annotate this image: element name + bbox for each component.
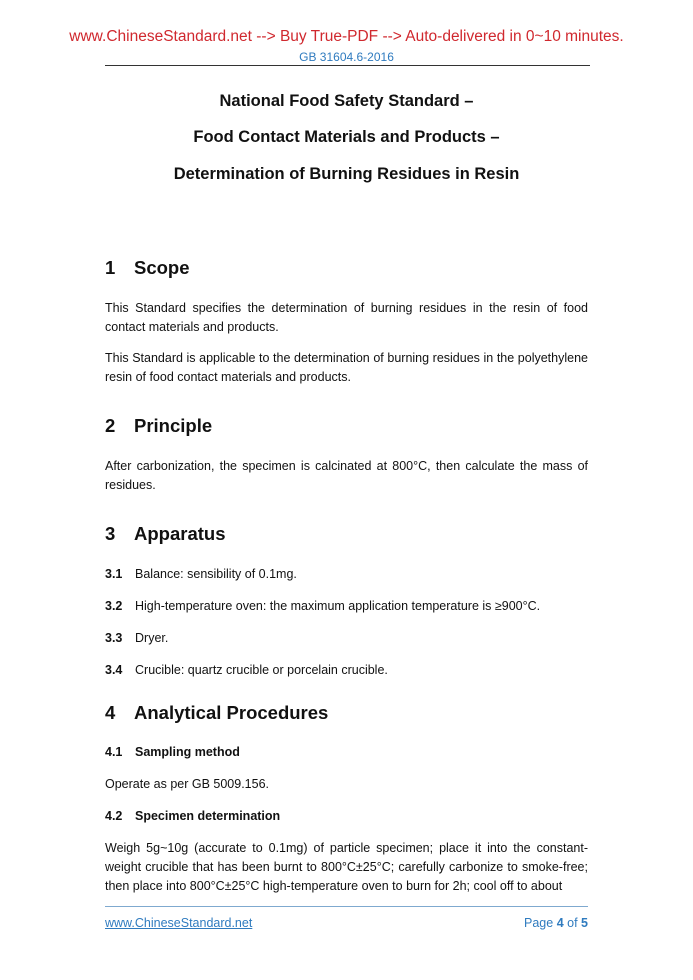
section-number: 3 (105, 523, 116, 544)
subsection-title: Specimen determination (135, 809, 281, 823)
title-line-1: National Food Safety Standard – (219, 92, 474, 110)
item-text: High-temperature oven: the maximum application temperature is ≥900°C. (135, 599, 541, 613)
section-title: Analytical Procedures (134, 702, 329, 723)
item-number: 3.4 (105, 663, 123, 677)
paragraph: Weigh 5g~10g (accurate to 0.1mg) of particle specimen; place it into the constant-weight crucible that has been burnt to 800°C±25°C; carefully carbonize to smoke-free; then place into 800°C±25°C high-temperature oven to burn for 2h; cool off to about (105, 841, 588, 893)
subsection-heading (105, 745, 240, 759)
item-number: 3.3 (105, 631, 123, 645)
subsection-heading (105, 809, 280, 823)
item-text: Crucible: quartz crucible or porcelain crucible. (135, 663, 388, 677)
title-line-3: Determination of Burning Residues in Resin (173, 165, 520, 183)
item-number: 3.2 (105, 599, 123, 613)
list-item (105, 631, 168, 645)
section-heading-principle (105, 415, 212, 437)
list-item (105, 663, 388, 677)
section-heading-procedures (105, 702, 328, 724)
footer-divider (105, 906, 588, 907)
page-indicator (524, 916, 588, 930)
paragraph: After carbonization, the specimen is calcinated at 800°C, then calculate the mass of residues. (105, 459, 588, 492)
title-line-2: Food Contact Materials and Products – (193, 128, 500, 146)
footer-link[interactable]: www.ChineseStandard.net (105, 916, 253, 930)
paragraph: This Standard specifies the determination of burning residues in the resin of food contact materials and products. (105, 301, 588, 334)
header-divider (105, 65, 590, 66)
section-title: Apparatus (134, 523, 226, 544)
standard-code: GB 31604.6-2016 (299, 50, 394, 64)
promo-banner[interactable]: www.ChineseStandard.net --> Buy True-PDF --> Auto-delivered in 0~10 minutes. (69, 28, 624, 45)
item-text: Balance: sensibility of 0.1mg. (135, 567, 297, 581)
subsection-title: Sampling method (135, 745, 240, 759)
list-item (105, 599, 540, 613)
page-of: of (567, 916, 578, 930)
section-number: 2 (105, 415, 116, 436)
total-pages: 5 (581, 916, 588, 930)
section-number: 4 (105, 702, 116, 723)
section-number: 1 (105, 257, 116, 278)
page-label: Page (524, 916, 554, 930)
section-heading-scope (105, 257, 190, 279)
section-heading-apparatus (105, 523, 226, 545)
item-number: 3.1 (105, 567, 123, 581)
current-page: 4 (556, 916, 564, 930)
paragraph: Operate as per GB 5009.156. (105, 777, 269, 791)
paragraph: This Standard is applicable to the determination of burning residues in the polyethylene resin of food contact materials and products. (105, 351, 588, 384)
item-text: Dryer. (135, 631, 169, 645)
section-title: Scope (134, 257, 190, 278)
subsection-number: 4.1 (105, 745, 123, 759)
list-item (105, 567, 297, 581)
subsection-number: 4.2 (105, 809, 123, 823)
section-title: Principle (134, 415, 213, 436)
